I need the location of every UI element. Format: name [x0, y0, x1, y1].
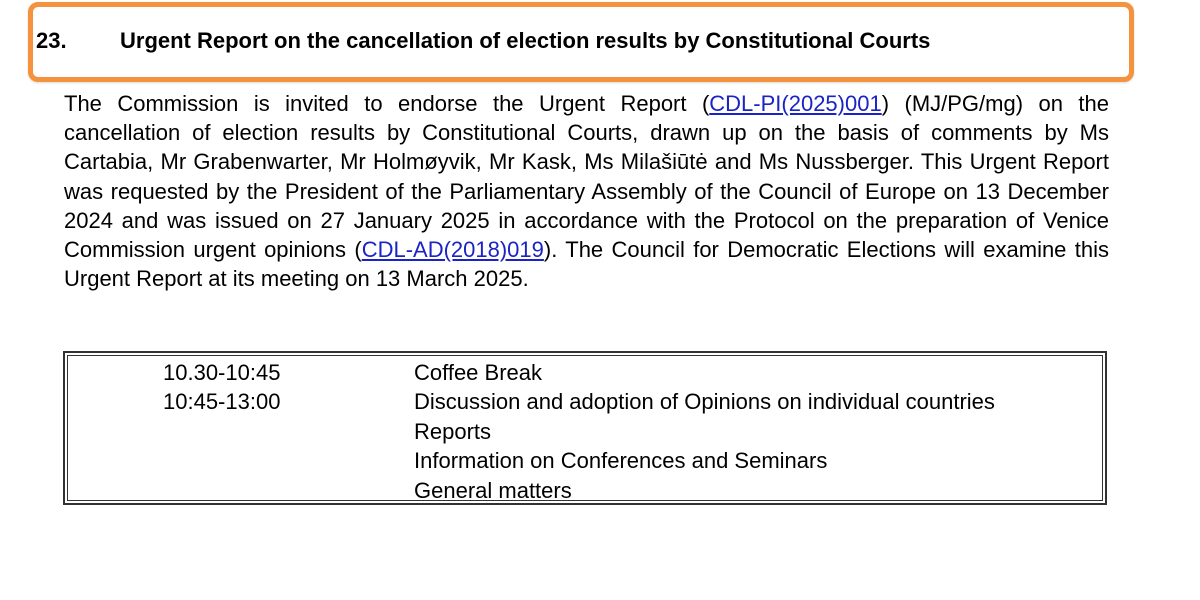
schedule-item-3: Reports: [414, 418, 492, 444]
description-text-part-3: ). The Council for Democratic Elections will examine this Urgent Report at its meeting on 13 March 2025.: [64, 237, 1109, 292]
description-text-part-2: ) (MJ/PG/mg) on the cancellation of election results by Constitutional Courts, drawn up on the basis of comments by Ms Cartabia, Mr Grabenwarter, Mr Holmøyvik, Mr Kask, Ms Milašiūtė and Ms Nussberger. This Urgent Report was requested by the President of the Parliamentary Assembly of the Council of Europe on 13 December 2024 and was issued on 27 January 2025 in accordance with the Protocol on the preparation of Venice Commission urgent opinions (: [64, 91, 1109, 263]
schedule-item-4: Information on Conferences and Seminars: [414, 448, 828, 474]
schedule-item-2: Discussion and adoption of Opinions on individual countries: [414, 389, 995, 415]
link-cdl-ad-2018-019[interactable]: CDL-AD(2018)019: [361, 237, 544, 263]
schedule-time-1: 10.30-10:45: [163, 360, 281, 385]
agenda-item-description: [64, 89, 1109, 293]
schedule-item-5: General matters: [414, 477, 572, 503]
description-text-part-1: The Commission is invited to endorse the Urgent Report (: [64, 91, 710, 116]
schedule-time-2: 10:45-13:00: [163, 389, 281, 415]
schedule-inner-border: [67, 355, 1103, 501]
schedule-item-1: Coffee Break: [414, 360, 543, 385]
schedule-box: [63, 351, 1107, 505]
link-cdl-pi-2025-001[interactable]: CDL-PI(2025)001: [709, 91, 882, 116]
agenda-item-title: Urgent Report on the cancellation of election results by Constitutional Courts: [120, 28, 931, 53]
agenda-item-number: 23.: [36, 28, 67, 53]
